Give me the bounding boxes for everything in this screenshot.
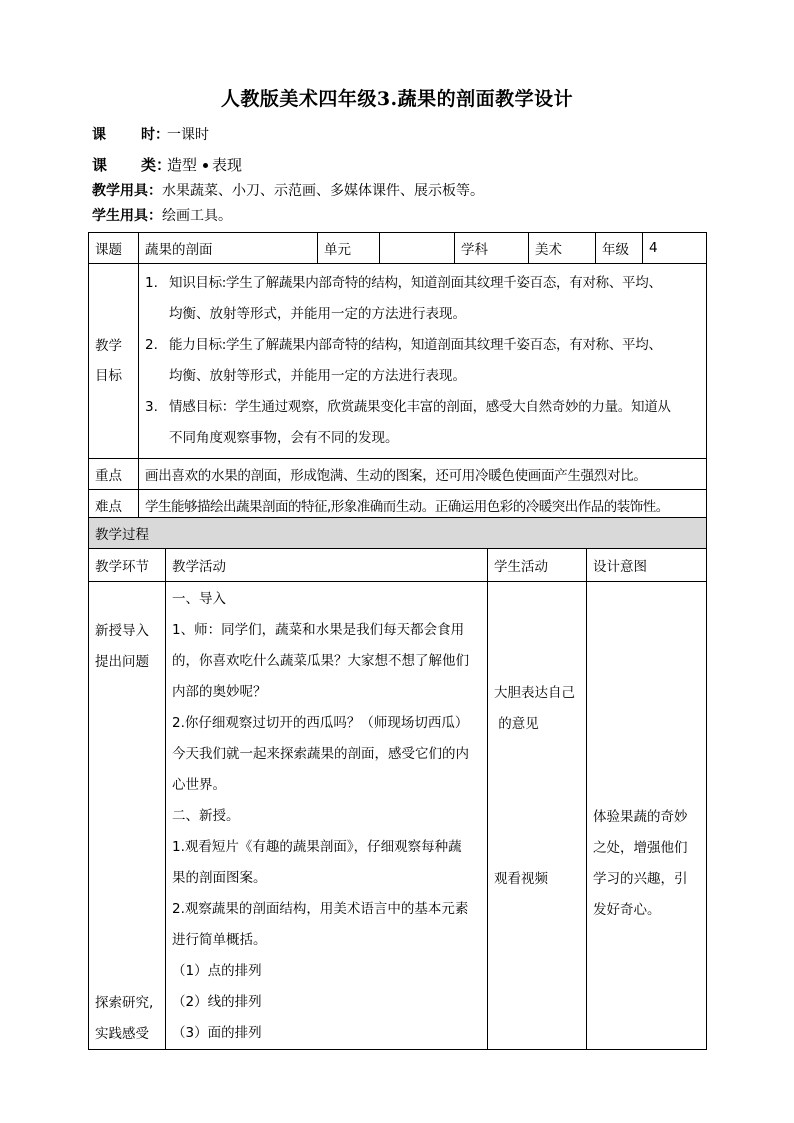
- list-item: 1. 知识目标:学生了解蔬果内部奇特的结构，知道剖面其纹理千姿百态，有对称、平均、 均衡、放射等形式，并能用一定的方法进行表现。: [145, 275, 662, 322]
- table-row: [89, 518, 707, 549]
- student-activity-2: 观看视频: [494, 871, 548, 887]
- meta-teacher-tools-label: 教学用具：: [92, 183, 162, 199]
- subject-label: 学科: [455, 233, 529, 264]
- bullet-dot-icon: [203, 163, 208, 168]
- meta-teacher-tools-value: 水果蔬菜、小刀、示范画、多媒体课件、展示板等。: [162, 183, 484, 199]
- objectives-cell: [139, 264, 707, 459]
- design-intent-text: 体验果蔬的奇妙 之处，增强他们 学习的兴趣，引 发好奇心。: [593, 809, 688, 918]
- column-header: 学生活动: [488, 549, 587, 582]
- activity-cell: [166, 582, 488, 1050]
- stage-explore: 探索研究, 实践感受: [95, 995, 154, 1042]
- meta-student-tools-value: 绘画工具。: [162, 208, 232, 224]
- objectives-label: 教学 目标: [89, 264, 139, 459]
- table-row: [89, 582, 707, 1050]
- activity-line: 果的剖面图案。: [172, 870, 267, 886]
- meta-student-tools-label: 学生用具：: [92, 208, 162, 224]
- activity-line: 心世界。: [172, 777, 226, 793]
- stage-intro: 新授导入 提出问题: [95, 623, 149, 670]
- student-activity-1: 大胆表达自己 的意见: [494, 685, 575, 732]
- subject-value: 美术: [529, 233, 596, 264]
- topic-label: 课题: [89, 233, 139, 264]
- document-title: 人教版美术四年级3.蔬果的剖面教学设计: [220, 88, 574, 110]
- grade-value: 4: [643, 233, 707, 264]
- stage-cell: [89, 582, 166, 1050]
- activity-line: 1、师：同学们，蔬菜和水果是我们每天都会食用: [172, 622, 465, 638]
- meta-hours-value: 一课时: [167, 127, 209, 143]
- activity-line: 进行简单概括。: [172, 932, 267, 948]
- grade-label: 年级: [596, 233, 643, 264]
- column-header: 设计意图: [587, 549, 707, 582]
- lesson-info-table: [88, 232, 707, 521]
- topic-value: 蔬果的剖面: [139, 233, 318, 264]
- list-item: 3. 情感目标：学生通过观察，欣赏蔬果变化丰富的剖面，感受大自然奇妙的力量。知道从 不同角度观察事物，会有不同的发现。: [145, 399, 671, 446]
- activity-line: 二、新授。: [172, 808, 240, 824]
- activity-line: （1）点的排列: [172, 963, 262, 979]
- key-point-label: 重点: [89, 459, 139, 490]
- meta-type-value-2: 表现: [212, 156, 243, 174]
- activity-line: 一、导入: [172, 591, 226, 607]
- table-row: [89, 264, 707, 459]
- activity-line: （3）面的排列: [172, 1025, 262, 1041]
- table-row: [89, 549, 707, 582]
- activity-line: 1.观看短片《有趣的蔬果剖面》，仔细观察每种蔬: [172, 839, 462, 855]
- activity-line: 今天我们就一起来探索蔬果的剖面，感受它们的内: [172, 746, 469, 762]
- table-row: [89, 490, 707, 521]
- table-row: [89, 459, 707, 490]
- section-header: 教学过程: [89, 518, 707, 549]
- meta-hours: [92, 125, 209, 145]
- activity-line: 的，你喜欢吃什么蔬菜瓜果？大家想不想了解他们: [172, 653, 469, 669]
- meta-type-value-1: 造型: [167, 156, 198, 174]
- teaching-process-table: [88, 517, 707, 1050]
- meta-hours-label: 课 时：: [92, 127, 169, 143]
- unit-value: [380, 233, 455, 264]
- table-row: [89, 233, 707, 264]
- difficulty-value: 学生能够描绘出蔬果剖面的特征,形象准确而生动。正确运用色彩的冷暖突出作品的装饰性。: [139, 490, 707, 521]
- meta-student-tools: [92, 206, 232, 226]
- activity-line: 2.观察蔬果的剖面结构，用美术语言中的基本元素: [172, 901, 469, 917]
- activity-line: 内部的奥妙呢？: [172, 684, 267, 700]
- design-intent-cell: [587, 582, 707, 1050]
- list-item: 2. 能力目标:学生了解蔬果内部奇特的结构，知道剖面其纹理千姿百态，有对称、平均、 均衡、放射等形式，并能用一定的方法进行表现。: [145, 337, 662, 384]
- column-header: 教学环节: [89, 549, 166, 582]
- meta-type: [92, 155, 242, 175]
- unit-label: 单元: [318, 233, 380, 264]
- student-activity-cell: [488, 582, 587, 1050]
- meta-type-label: 课 类：: [92, 156, 172, 174]
- column-header: 教学活动: [166, 549, 488, 582]
- difficulty-label: 难点: [89, 490, 139, 521]
- meta-teacher-tools: [92, 181, 484, 201]
- activity-line: 2.你仔细观察过切开的西瓜吗？（师现场切西瓜）: [172, 715, 469, 731]
- key-point-value: 画出喜欢的水果的剖面，形成饱满、生动的图案，还可用冷暖色使画面产生强烈对比。: [139, 459, 707, 490]
- activity-line: （2）线的排列: [172, 994, 262, 1010]
